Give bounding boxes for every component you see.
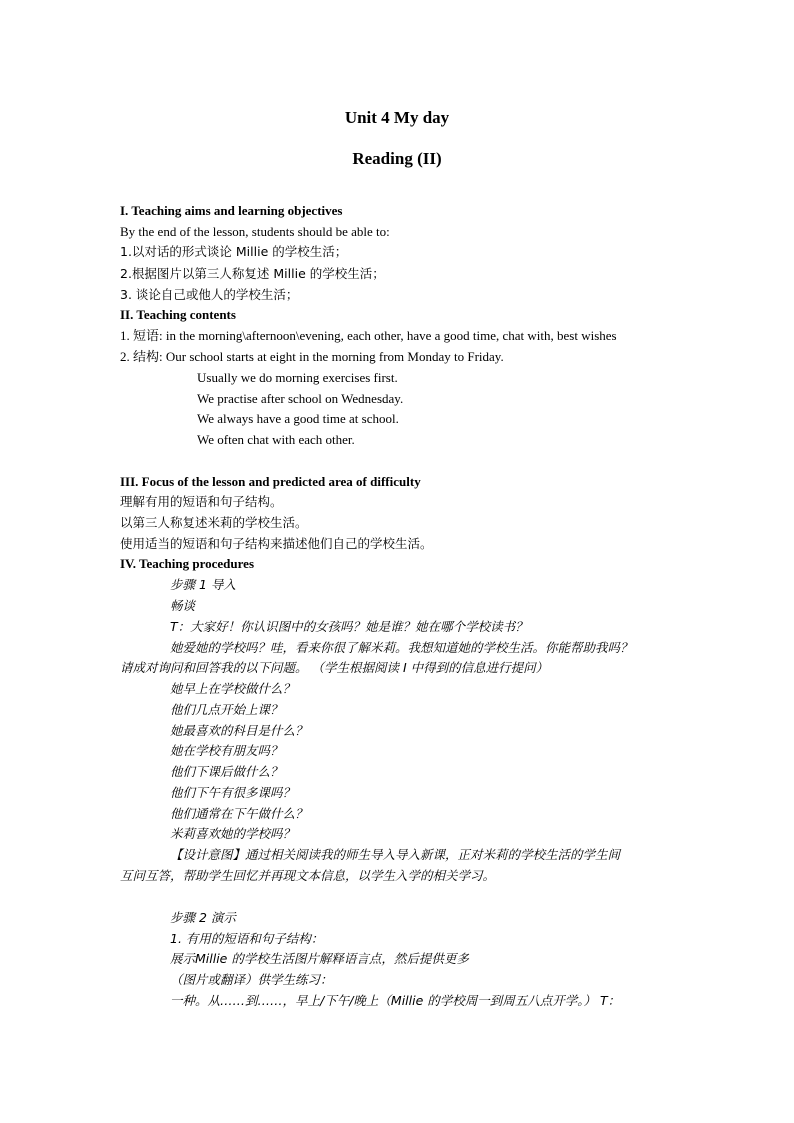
step2-line: 1. 有用的短语和句子结构： bbox=[170, 931, 324, 946]
step2-line: 一种。从……到……，早上/下午/晚上（Millie 的学校周一到周五八点开学。） T： bbox=[170, 993, 621, 1008]
structure-sentence: We always have a good time at school. bbox=[197, 411, 399, 426]
design-intent-cont: 互问互答，帮助学生回忆并再现文本信息，以学生入学的相关学习。 bbox=[120, 868, 496, 883]
question-item: 他们通常在下午做什么？ bbox=[170, 806, 308, 821]
question-item: 她最喜欢的科目是什么？ bbox=[170, 723, 308, 738]
section2-structure-intro: 2. 结构: Our school starts at eight in the morning from Monday to Friday. bbox=[120, 349, 504, 364]
section1-item: 3. 谈论自己或他人的学校生活； bbox=[120, 287, 299, 302]
step1-line: 她爱她的学校吗？哇，看来你很了解米莉。我想知道她的学校生活。你能帮助我吗？ bbox=[170, 640, 633, 655]
question-item: 他们下课后做什么？ bbox=[170, 764, 283, 779]
question-item: 她在学校有朋友吗？ bbox=[170, 743, 283, 758]
step1-subtitle: 畅谈 bbox=[170, 598, 196, 613]
step2-line: 展示Millie 的学校生活图片解释语言点，然后提供更多 bbox=[170, 951, 469, 966]
question-item: 他们几点开始上课？ bbox=[170, 702, 283, 717]
section2-phrases: 1. 短语: in the morning\afternoon\evening, each other, have a good time, chat with, best wishes bbox=[120, 328, 617, 343]
doc-subtitle: Reading (II) bbox=[352, 149, 442, 168]
section3-item: 理解有用的短语和句子结构。 bbox=[120, 494, 283, 509]
step2-title: 步骤 2 演示 bbox=[170, 910, 236, 925]
question-item: 米莉喜欢她的学校吗？ bbox=[170, 826, 296, 841]
section2-heading: II. Teaching contents bbox=[120, 307, 236, 322]
step1-title: 步骤 1 导入 bbox=[170, 577, 236, 592]
section4-heading: IV. Teaching procedures bbox=[120, 556, 255, 571]
structure-sentence: Usually we do morning exercises first. bbox=[197, 370, 398, 385]
section1-item: 1.以对话的形式谈论 Millie 的学校生活； bbox=[120, 244, 348, 259]
section3-item: 以第三人称复述米莉的学校生活。 bbox=[120, 515, 308, 530]
section1-heading: I. Teaching aims and learning objectives bbox=[120, 203, 343, 218]
structure-sentence: We practise after school on Wednesday. bbox=[197, 391, 404, 406]
doc-title: Unit 4 My day bbox=[344, 108, 450, 127]
question-item: 他们下午有很多课吗？ bbox=[170, 785, 296, 800]
design-intent: 【设计意图】通过相关阅读我的师生导入导入新课，正对米莉的学校生活的学生间 bbox=[170, 847, 621, 862]
question-item: 她早上在学校做什么？ bbox=[170, 681, 296, 696]
section1-intro: By the end of the lesson, students should be able to: bbox=[120, 224, 390, 239]
section3-heading: III. Focus of the lesson and predicted area of difficulty bbox=[120, 474, 421, 489]
section3-item: 使用适当的短语和句子结构来描述他们自己的学校生活。 bbox=[120, 536, 433, 551]
step1-line: 请成对询问和回答我的以下问题。 （学生根据阅读 I 中得到的信息进行提问） bbox=[120, 660, 549, 675]
section1-item: 2.根据图片以第三人称复述 Millie 的学校生活； bbox=[120, 266, 385, 281]
structure-sentence: We often chat with each other. bbox=[197, 432, 355, 447]
step2-line: （图片或翻译）供学生练习： bbox=[170, 972, 333, 987]
step1-line: T：大家好！你认识图中的女孩吗？她是谁？她在哪个学校读书？ bbox=[170, 619, 528, 634]
